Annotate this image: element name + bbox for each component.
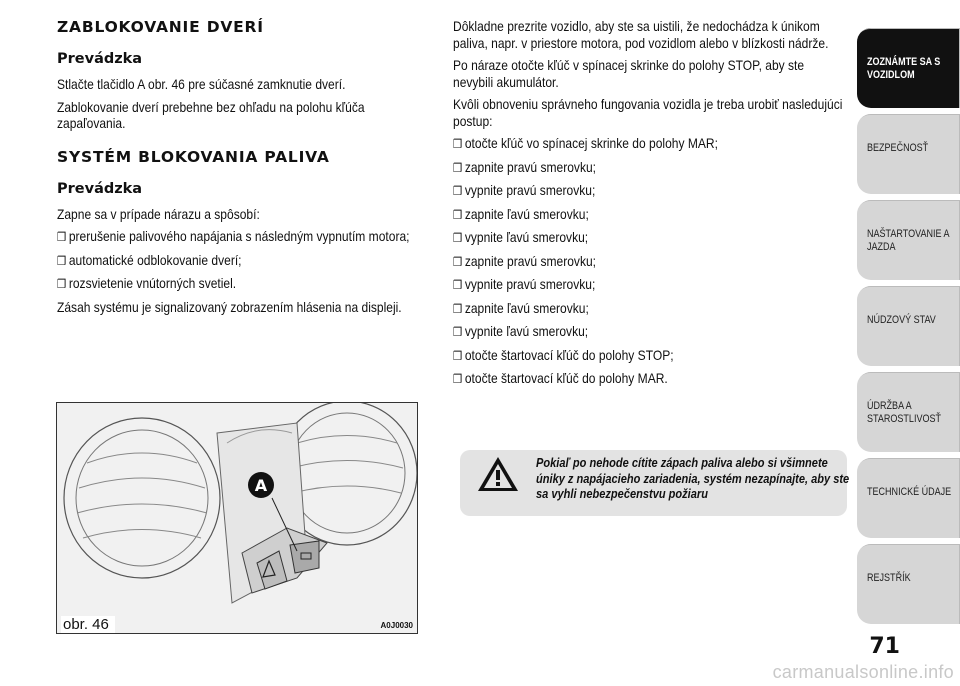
list-item-text: zapnite pravú smerovku; [464, 252, 597, 269]
list-item-text: rozsvietenie vnútorných svetiel. [68, 275, 237, 291]
checkbox-icon: ❒ [453, 325, 463, 339]
left-column [57, 18, 427, 321]
watermark: carmanualsonline.info [772, 662, 954, 682]
list-item [453, 276, 847, 294]
list-item-text: prerušenie palivového napájania s následným vypnutím motora; [68, 228, 410, 244]
callout-label-a: A [254, 476, 268, 495]
tab-label: NAŠTARTOVANIE A JAZDA [867, 228, 950, 253]
list-item [453, 135, 847, 153]
list-item-text: automatické odblokovanie dverí; [68, 251, 242, 268]
list-item [453, 182, 847, 200]
tab-technical-data[interactable] [857, 458, 960, 538]
checkbox-icon: ❒ [57, 277, 67, 291]
checkbox-icon: ❒ [453, 301, 463, 316]
tab-label: TECHNICKÉ ÚDAJE [867, 486, 952, 498]
paragraph: Zablokovanie dverí prebehne bez ohľadu na polohu kľúča zapaľovania. [57, 98, 365, 131]
tab-starting-driving[interactable] [857, 200, 960, 280]
list-item [453, 300, 847, 318]
figure-code: A0J0030 [380, 621, 413, 630]
list-item-text: vypnite ľavú smerovku; [464, 229, 589, 245]
checkbox-icon: ❒ [453, 254, 463, 269]
subtitle-operation: Prevádzka [57, 180, 143, 197]
warning-box [460, 450, 850, 516]
list-item [453, 159, 847, 177]
paragraph: Kvôli obnoveniu správneho fungovania vozidla je treba urobiť nasledujúci postup: [453, 96, 843, 129]
checkbox-icon: ❒ [453, 231, 463, 245]
tab-maintenance[interactable] [857, 372, 960, 452]
list-item-text: zapnite pravú smerovku; [464, 158, 597, 175]
list-item-text: otočte štartovací kľúč do polohy MAR. [464, 370, 668, 386]
list-item-text: zapnite ľavú smerovku; [464, 205, 589, 222]
figure-caption: obr. 46 [61, 616, 115, 633]
tab-safety[interactable] [857, 114, 960, 194]
checkbox-icon: ❒ [453, 278, 463, 292]
list-item [453, 347, 847, 365]
tab-label: BEZPEČNOSŤ [867, 142, 929, 154]
list-item [453, 206, 847, 224]
list-item [57, 252, 426, 270]
list-item-text: zapnite ľavú smerovku; [464, 299, 589, 316]
page-number: 71 [869, 634, 900, 659]
checkbox-icon: ❒ [453, 160, 463, 175]
right-column [453, 18, 848, 394]
list-item-text: vypnite pravú smerovku; [464, 276, 596, 292]
tab-label: NÚDZOVÝ STAV [867, 314, 936, 326]
checkbox-icon: ❒ [453, 348, 463, 363]
list-item-text: vypnite ľavú smerovku; [464, 323, 589, 339]
paragraph: Dôkladne prezrite vozidlo, aby ste sa uistili, že nedochádza k únikom paliva, napr. v priestore motora, pod vozidlom alebo v blízkosti nádrže. [453, 18, 829, 51]
checkbox-icon: ❒ [453, 207, 463, 222]
list-item-text: otočte kľúč vo spínacej skrinke do polohy MAR; [464, 135, 718, 151]
list-item [453, 229, 847, 247]
checkbox-icon: ❒ [453, 137, 463, 151]
section-title-door-lock: ZABLOKOVANIE DVERÍ [57, 18, 264, 36]
warning-text: Pokiaľ po nehode cítite zápach paliva alebo si všimnete úniky z napájacieho zariadenia, systém nezapínajte, aby ste sa vyhli nebezpečenstvu požiaru [536, 455, 850, 501]
tab-emergency[interactable] [857, 286, 960, 366]
section-title-fuel-cutoff: SYSTÉM BLOKOVANIA PALIVA [57, 147, 330, 166]
list-item [453, 253, 847, 271]
figure-door-lock-button [56, 402, 418, 634]
tab-getting-to-know[interactable] [857, 28, 960, 108]
tab-label: ZOZNÁMTE SA S VOZIDLOM [867, 56, 941, 81]
paragraph: Po náraze otočte kľúč v spínacej skrinke do polohy STOP, aby ste nevybili akumulátor. [453, 57, 805, 90]
checkbox-icon: ❒ [453, 372, 463, 386]
list-item [453, 323, 847, 341]
list-item [453, 370, 847, 388]
checkbox-icon: ❒ [57, 230, 67, 244]
paragraph: Zásah systému je signalizovaný zobrazením hlásenia na displeji. [57, 298, 402, 315]
subtitle-operation: Prevádzka [57, 51, 143, 67]
dashboard-illustration [57, 403, 417, 633]
checkbox-icon: ❒ [57, 253, 67, 268]
warning-triangle-icon [476, 455, 520, 493]
tab-label: ÚDRŽBA A STAROSTLIVOSŤ [867, 400, 942, 425]
list-item-text: vypnite pravú smerovku; [464, 182, 596, 198]
list-item [57, 275, 426, 293]
paragraph: Zapne sa v prípade nárazu a spôsobí: [57, 205, 260, 222]
list-item-text: otočte štartovací kľúč do polohy STOP; [464, 346, 674, 363]
tab-index[interactable] [857, 544, 960, 624]
list-item [57, 228, 426, 246]
checkbox-icon: ❒ [453, 184, 463, 198]
paragraph: Stlačte tlačidlo A obr. 46 pre súčasné zamknutie dverí. [57, 76, 346, 92]
tab-label: REJSTŘÍK [867, 572, 911, 584]
chapter-tabs [857, 0, 960, 686]
